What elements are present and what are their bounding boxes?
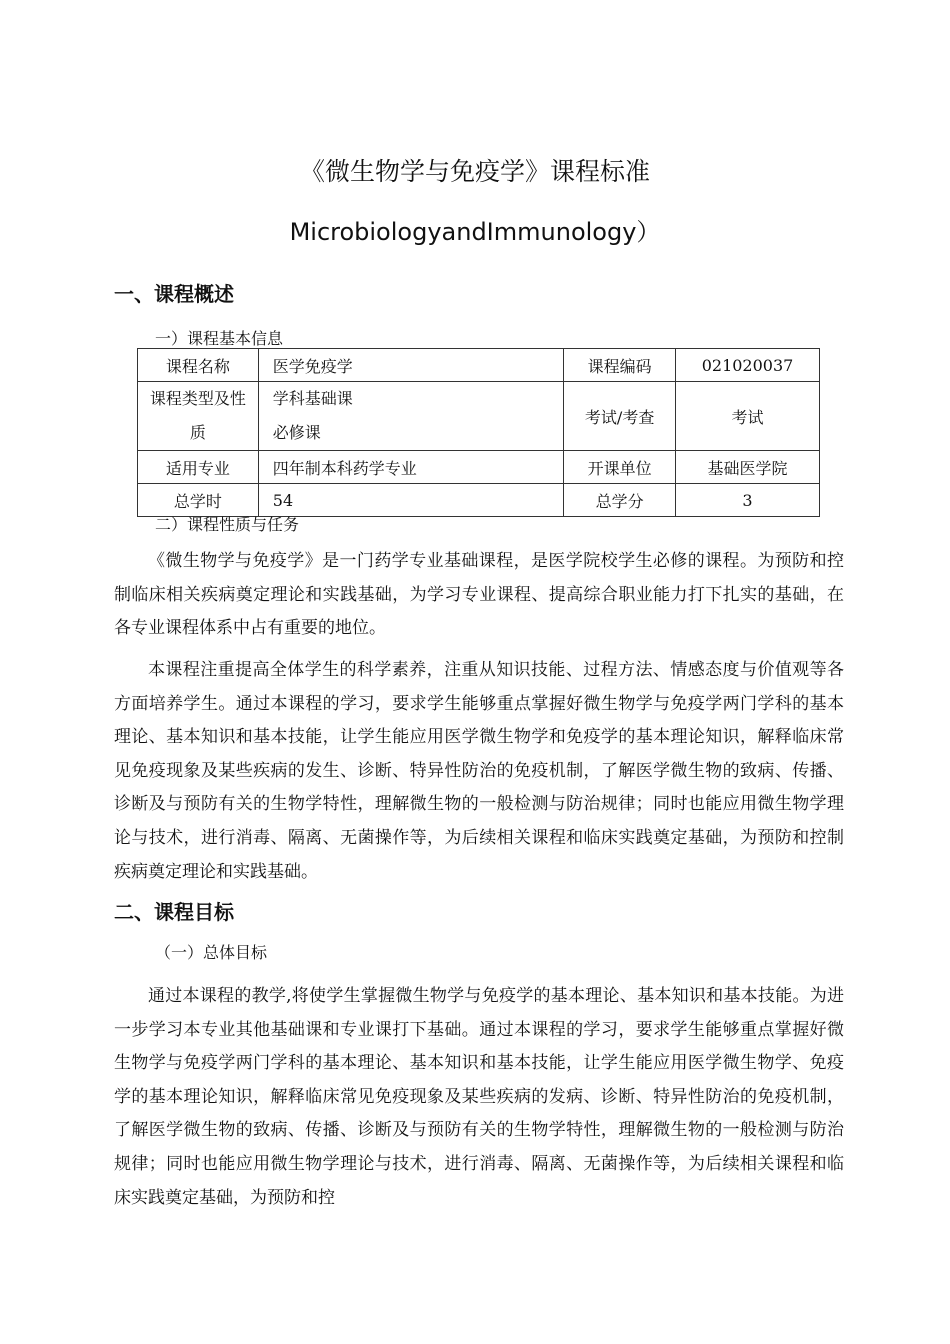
course-info-table [137,348,820,517]
paragraph-nature: 《微生物学与免疫学》是一门药学专业基础课程，是医学院校学生必修的课程。为预防和控制临床相关疾病奠定理论和实践基础，为学习专业课程、提高综合职业能力打下扎实的基础，在各专业课程体系中占有重要的地位。 [114,551,844,639]
cell-label-course-name: 课程名称 [138,349,259,382]
subheading-nature-tasks: 二）课程性质与任务 [155,515,300,534]
section-heading-overview: 一、课程概述 [114,282,234,306]
subheading-overall-goals: （一）总体目标 [155,943,268,962]
cell-label-total-hours: 总学时 [138,484,259,517]
cell-label-exam-type: 考试/考查 [564,382,676,451]
document-subtitle: MicrobiologyandImmunology） [289,218,661,246]
cell-department: 基础医学院 [676,451,820,484]
table-row [138,349,820,382]
cell-label-total-credits: 总学分 [564,484,676,517]
cell-major: 四年制本科药学专业 [258,451,563,484]
cell-label-course-type: 课程类型及性质 [138,382,259,451]
cell-total-credits: 3 [676,484,820,517]
cell-label-course-code: 课程编码 [564,349,676,382]
cell-course-name: 医学免疫学 [258,349,563,382]
cell-exam-type: 考试 [676,382,820,451]
section-heading-objectives: 二、课程目标 [114,900,234,924]
subheading-basic-info: 一）课程基本信息 [155,329,284,348]
cell-label-department: 开课单位 [564,451,676,484]
course-type-line-2: 必修课 [272,423,321,442]
paragraph-training: 本课程注重提高全体学生的科学素养，注重从知识技能、过程方法、情感态度与价值观等各方面培养学生。通过本课程的学习，要求学生能够重点掌握好微生物学与免疫学两门学科的基本理论、基本知识和基本技能，让学生能应用医学微生物学和免疫学的基本理论知识，解释临床常见免疫现象及某些疾病的发生、诊断、特异性防治的免疫机制，了解医学微生物的致病、传播、诊断及与预防有关的生物学特性，理解微生物的一般检测与防治规律；同时也能应用微生物学理论与技术，进行消毒、隔离、无菌操作等，为后续相关课程和临床实践奠定基础，为预防和控制疾病奠定理论和实践基础。 [114,660,844,882]
cell-course-code: 021020037 [676,349,820,382]
cell-label-major: 适用专业 [138,451,259,484]
cell-total-hours: 54 [258,484,563,517]
cell-course-type [258,382,563,451]
document-title: 《微生物学与免疫学》课程标准 [299,157,650,186]
table-row [138,451,820,484]
paragraph-overall-goals: 通过本课程的教学,将使学生掌握微生物学与免疫学的基本理论、基本知识和基本技能。为进一步学习本专业其他基础课和专业课打下基础。通过本课程的学习，要求学生能够重点掌握好微生物学与免疫学两门学科的基本理论、基本知识和基本技能，让学生能应用医学微生物学、免疫学的基本理论知识，解释临床常见免疫现象及某些疾病的发病、诊断、特异性防治的免疫机制，了解医学微生物的致病、传播、诊断及与预防有关的生物学特性，理解微生物的一般检测与防治规律；同时也能应用微生物学理论与技术，进行消毒、隔离、无菌操作等，为后续相关课程和临床实践奠定基础，为预防和控 [114,986,844,1208]
course-type-line-1: 学科基础课 [272,389,353,408]
table-row [138,382,820,451]
